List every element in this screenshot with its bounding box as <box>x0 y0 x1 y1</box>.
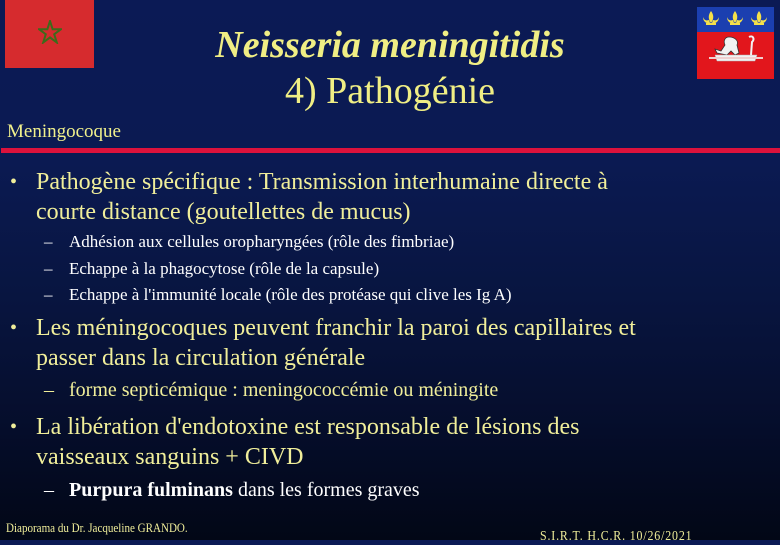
bullet-2-line1: Les méningocoques peuvent franchir la paroi des capillaires et <box>36 315 636 341</box>
lion-icon <box>709 36 763 61</box>
subbullet-text: forme septicémique : meningococcémie ou méningite <box>69 379 499 401</box>
bullet-1 <box>10 167 756 227</box>
bullet-dot-icon: • <box>10 317 18 339</box>
title-section: 4) Pathogénie <box>284 70 495 112</box>
dash-icon: – <box>44 259 53 278</box>
star-icon <box>38 20 62 44</box>
subbullet-text: Echappe à la phagocytose (rôle de la capsule) <box>69 259 380 278</box>
subbullet-3-1 <box>44 479 759 501</box>
bullet-1-line1: Pathogène spécifique : Transmission interhumaine directe à <box>36 169 608 195</box>
dash-icon: – <box>44 285 53 304</box>
bullet-2-line2: passer dans la circulation générale <box>36 345 366 371</box>
subbullet-text: Echappe à l'immunité locale (rôle des protéase qui clive les Ig A) <box>69 285 512 304</box>
fleur-de-lis-icon <box>697 7 774 79</box>
subbullet-bold-term: Purpura fulminans <box>69 479 233 501</box>
subbullet-1-2 <box>44 259 759 279</box>
footer-source-date: S.I.R.T. H.C.R. 10/26/2021 <box>540 529 693 544</box>
subbullet-2-1 <box>44 379 759 401</box>
dash-icon: – <box>44 479 54 501</box>
bullet-3-line1: La libération d'endotoxine est responsable de lésions des <box>36 414 580 440</box>
subject-label: Meningocoque <box>7 121 121 142</box>
subbullet-text: dans les formes graves <box>232 479 420 501</box>
bullet-2 <box>10 313 756 373</box>
footer-author: Diaporama du Dr. Jacqueline GRANDO. <box>6 520 188 535</box>
bullet-3-line2: vaisseaux sanguins + CIVD <box>36 444 304 470</box>
bullet-3 <box>10 412 756 472</box>
bullet-1-line2: courte distance (goutellettes de mucus) <box>36 199 411 225</box>
subbullet-1-3 <box>44 285 759 305</box>
dash-icon: – <box>44 379 54 401</box>
subbullet-1-1 <box>44 232 759 252</box>
title-organism: Neisseria meningitidis <box>215 24 565 66</box>
dash-icon: – <box>44 232 53 251</box>
subbullet-text: Adhésion aux cellules oropharyngées (rôle des fimbriae) <box>69 232 455 251</box>
header-divider <box>1 148 780 153</box>
lyon-coat-of-arms-icon <box>697 7 774 79</box>
bullet-dot-icon: • <box>10 416 18 438</box>
bullet-dot-icon: • <box>10 171 18 193</box>
slide-title <box>170 22 610 114</box>
morocco-flag-icon <box>5 0 94 68</box>
